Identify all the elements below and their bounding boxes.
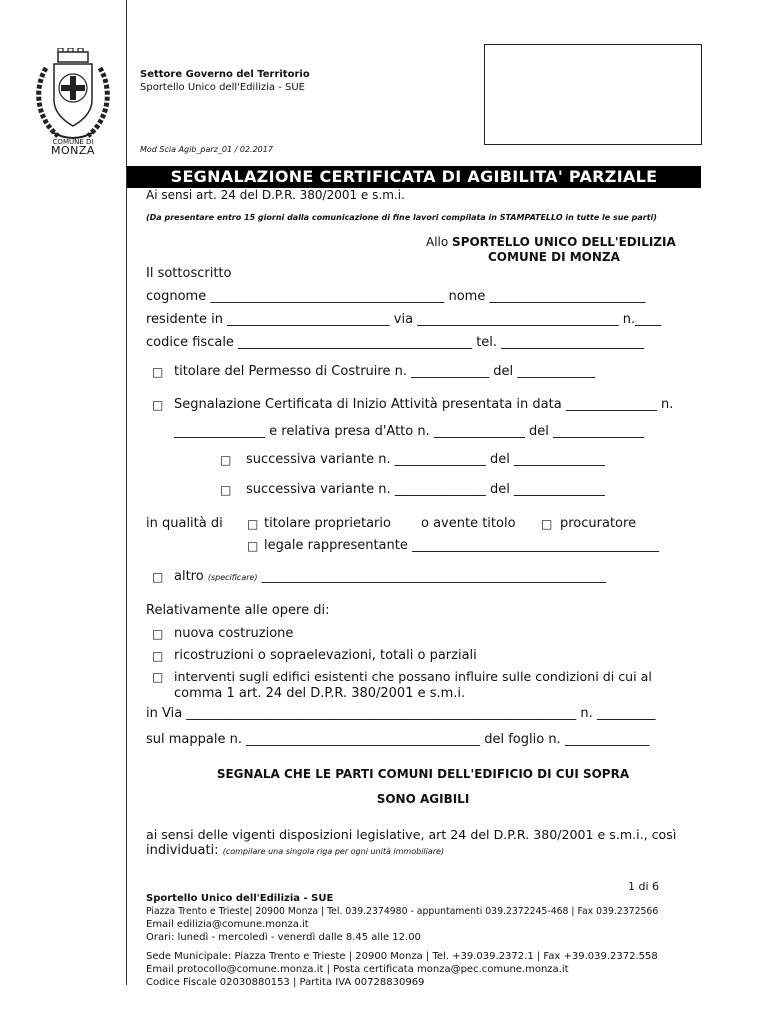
recipient-prefix: Allo: [426, 235, 453, 249]
checkbox-legale-rappresentante[interactable]: □: [247, 539, 259, 553]
avente-titolo-label: o avente titolo: [421, 516, 516, 531]
interventi-label-line2: comma 1 art. 24 del D.P.R. 380/2001 e s.m.i.: [174, 686, 466, 701]
checkbox-permesso[interactable]: □: [152, 365, 164, 379]
footer-address: Piazza Trento e Trieste| 20900 Monza | Tel. 039.2374980 - appuntamenti 039.2372245-468 | Fax 039.2372566: [146, 906, 659, 917]
disposizioni-line1: ai sensi delle vigenti disposizioni legislative, art 24 del D.P.R. 380/2001 e s.m.i., così: [146, 827, 677, 842]
footer-office: Sportello Unico dell'Edilizia - SUE: [146, 893, 334, 904]
legale-rappresentante-field[interactable]: legale rappresentante ______________________________________: [264, 538, 659, 553]
logo-text-line1: COMUNE DI: [52, 138, 94, 146]
checkbox-procuratore[interactable]: □: [541, 517, 553, 531]
sector-subtitle: Sportello Unico dell'Edilizia - SUE: [140, 82, 305, 93]
checkbox-altro[interactable]: □: [152, 570, 164, 584]
altro-field[interactable]: _____________________________________________________: [261, 569, 607, 584]
interventi-label-line1: interventi sugli edifici esistenti che possano influire sulle condizioni di cui al: [174, 669, 652, 684]
checkbox-ricostruzioni[interactable]: □: [152, 649, 164, 663]
ricostruzioni-label: ricostruzioni o sopraelevazioni, totali o parziali: [174, 648, 477, 663]
disposizioni-hint: (compilare una singola riga per ogni unità immobiliare): [222, 847, 445, 856]
recipient-line1: [426, 235, 676, 249]
logo-text-line2: MONZA: [51, 144, 95, 157]
via-field[interactable]: in Via ____________________________________________________________ n. _________: [146, 706, 656, 721]
variante-1-field[interactable]: successiva variante n. ______________ del ______________: [246, 452, 605, 467]
footer-fiscale: Codice Fiscale 02030880153 | Partita IVA 00728830969: [146, 977, 425, 988]
recipient-line2: COMUNE DI MONZA: [488, 250, 620, 264]
scia-presa-atto-field[interactable]: ______________ e relativa presa d'Atto n. ______________ del ______________: [174, 424, 644, 439]
protocol-stamp-box[interactable]: [484, 44, 702, 145]
proprietario-label: titolare proprietario: [264, 516, 391, 531]
scia-label: Segnalazione Certificata di Inizio Attività presentata in data ______________ n.: [174, 397, 674, 412]
module-code: Mod Scia Agib_parz_01 / 02.2017: [140, 145, 273, 154]
monza-coat-of-arms: [28, 48, 118, 158]
altro-label: [174, 569, 606, 584]
disposizioni-line2: [146, 843, 444, 858]
qualita-label: in qualità di: [146, 516, 223, 531]
segnala-heading-line2: SONO AGIBILI: [376, 792, 470, 806]
residenza-field[interactable]: residente in _________________________ via _______________________________ n.____: [146, 312, 662, 327]
left-rule: [126, 0, 127, 985]
checkbox-nuova-costruzione[interactable]: □: [152, 627, 164, 641]
footer-protocollo: Email protocollo@comune.monza.it | Posta certificata monza@pec.comune.monza.it: [146, 964, 569, 975]
checkbox-variante-1[interactable]: □: [220, 453, 232, 467]
altro-hint: (specificare): [207, 573, 258, 582]
checkbox-interventi[interactable]: □: [152, 670, 164, 684]
checkbox-scia[interactable]: □: [152, 398, 164, 412]
footer-sede: Sede Municipale: Piazza Trento e Trieste | 20900 Monza | Tel. +39.039.2372.1 | Fax +39.039.2372.558: [146, 951, 658, 962]
sector-title: Settore Governo del Territorio: [140, 69, 310, 80]
legal-reference: Ai sensi art. 24 del D.P.R. 380/2001 e s.m.i.: [146, 188, 405, 202]
nuova-costruzione-label: nuova costruzione: [174, 626, 294, 641]
cognome-nome-field[interactable]: cognome ____________________________________ nome ________________________: [146, 289, 646, 304]
altro-text: altro: [174, 569, 204, 584]
codice-fiscale-field[interactable]: codice fiscale ____________________________________ tel. ______________________: [146, 335, 645, 350]
mappale-field[interactable]: sul mappale n. ____________________________________ del foglio n. _____________: [146, 732, 650, 747]
checkbox-proprietario[interactable]: □: [247, 517, 259, 531]
variante-2-field[interactable]: successiva variante n. ______________ del ______________: [246, 482, 605, 497]
form-title: SEGNALAZIONE CERTIFICATA DI AGIBILITA' PARZIALE: [127, 166, 701, 188]
permesso-label: titolare del Permesso di Costruire n. ____________ del ____________: [174, 364, 596, 379]
checkbox-variante-2[interactable]: □: [220, 483, 232, 497]
segnala-heading-line1: SEGNALA CHE LE PARTI COMUNI DELL'EDIFICIO DI CUI SOPRA: [216, 767, 630, 781]
disposizioni-individuati: individuati:: [146, 843, 219, 858]
footer-email: Email edilizia@comune.monza.it: [146, 919, 309, 930]
opere-label: Relativamente alle opere di:: [146, 603, 330, 618]
page-number: 1 di 6: [628, 880, 660, 893]
footer-hours: Orari: lunedì - mercoledì - venerdì dalle 8.45 alle 12.00: [146, 932, 421, 943]
sottoscritto-label: Il sottoscritto: [146, 266, 232, 281]
submission-note: (Da presentare entro 15 giorni dalla comunicazione di fine lavori compilata in STAMPATELLO in tutte le sue parti): [146, 213, 657, 222]
recipient-office: SPORTELLO UNICO DELL'EDILIZIA: [452, 235, 676, 249]
procuratore-label: procuratore: [560, 516, 637, 531]
